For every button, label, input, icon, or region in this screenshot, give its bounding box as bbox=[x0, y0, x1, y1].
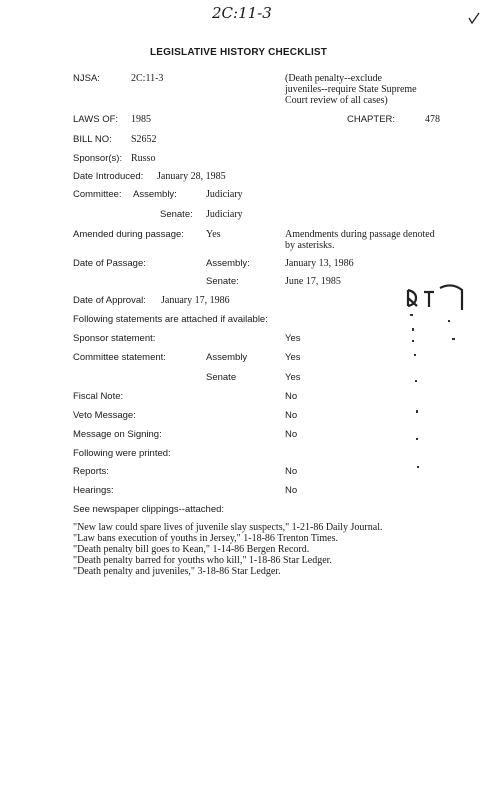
committee-statement-senate-label: Senate bbox=[206, 372, 237, 383]
bill-no-label: BILL NO: bbox=[73, 134, 112, 145]
njsa-description-line-1: (Death penalty--exclude bbox=[285, 73, 382, 84]
reports-value: No bbox=[285, 466, 298, 477]
clipping-item: "Death penalty barred for youths who kill," 1-18-86 Star Ledger. bbox=[73, 555, 332, 566]
clipping-item: "Law bans execution of youths in Jersey," 1-18-86 Trenton Times. bbox=[73, 533, 338, 544]
clipping-item: "Death penalty bill goes to Kean," 1-14-86 Bergen Record. bbox=[73, 544, 310, 555]
amended-note-line-1: Amendments during passage denoted bbox=[285, 229, 435, 240]
clipping-item: "Death penalty and juveniles," 3-18-86 Star Ledger. bbox=[73, 566, 281, 577]
amended-value: Yes bbox=[206, 229, 221, 240]
committee-statement-label: Committee statement: bbox=[73, 352, 166, 363]
following-printed-heading: Following were printed: bbox=[73, 448, 171, 459]
veto-message-label: Veto Message: bbox=[73, 410, 136, 421]
committee-statement-assembly-value: Yes bbox=[285, 352, 301, 363]
hearings-value: No bbox=[285, 485, 298, 496]
committee-label: Committee: bbox=[73, 189, 122, 200]
clippings-heading: See newspaper clippings--attached: bbox=[73, 504, 225, 515]
date-introduced-value: January 28, 1985 bbox=[157, 171, 226, 182]
following-attached-heading: Following statements are attached if available: bbox=[73, 314, 268, 325]
hearings-label: Hearings: bbox=[73, 485, 114, 496]
laws-of-label: LAWS OF: bbox=[73, 114, 119, 125]
message-on-signing-label: Message on Signing: bbox=[73, 429, 162, 440]
date-of-passage-label: Date of Passage: bbox=[73, 258, 146, 269]
veto-message-value: No bbox=[285, 410, 298, 421]
committee-assembly-label: Assembly: bbox=[133, 189, 177, 200]
amended-note-line-2: by asterisks. bbox=[285, 240, 335, 251]
fiscal-note-value: No bbox=[285, 391, 298, 402]
passage-senate-value: June 17, 1985 bbox=[285, 276, 341, 287]
handwritten-code: 2C:11-3 bbox=[212, 4, 272, 22]
committee-senate-value: Judiciary bbox=[206, 209, 243, 220]
date-of-approval-label: Date of Approval: bbox=[73, 295, 146, 306]
chapter-label: CHAPTER: bbox=[347, 114, 396, 125]
sponsor-value: Russo bbox=[131, 153, 156, 164]
sponsor-statement-label: Sponsor statement: bbox=[73, 333, 156, 344]
passage-assembly-value: January 13, 1986 bbox=[285, 258, 354, 269]
passage-senate-label: Senate: bbox=[206, 276, 239, 287]
committee-statement-senate-value: Yes bbox=[285, 372, 301, 383]
margin-stamp-marks bbox=[400, 280, 470, 480]
message-on-signing-value: No bbox=[285, 429, 298, 440]
njsa-description-line-2: juveniles--require State Supreme bbox=[285, 84, 417, 95]
committee-senate-label: Senate: bbox=[160, 209, 193, 220]
check-mark-icon bbox=[468, 12, 480, 26]
clipping-item: "New law could spare lives of juvenile slay suspects," 1-21-86 Daily Journal. bbox=[73, 522, 383, 533]
committee-assembly-value: Judiciary bbox=[206, 189, 243, 200]
njsa-value: 2C:11-3 bbox=[131, 73, 164, 84]
fiscal-note-label: Fiscal Note: bbox=[73, 391, 124, 402]
sponsor-label: Sponsor(s): bbox=[73, 153, 123, 164]
date-introduced-label: Date Introduced: bbox=[73, 171, 144, 182]
date-of-approval-value: January 17, 1986 bbox=[161, 295, 230, 306]
sponsor-statement-value: Yes bbox=[285, 333, 301, 344]
committee-statement-assembly-label: Assembly bbox=[206, 352, 248, 363]
njsa-label: NJSA: bbox=[73, 73, 100, 84]
amended-label: Amended during passage: bbox=[73, 229, 184, 240]
bill-no-value: S2652 bbox=[131, 134, 157, 145]
laws-of-value: 1985 bbox=[131, 114, 151, 125]
page-title: LEGISLATIVE HISTORY CHECKLIST bbox=[150, 47, 328, 58]
chapter-value: 478 bbox=[425, 114, 440, 125]
passage-assembly-label: Assembly: bbox=[206, 258, 250, 269]
njsa-description-line-3: Court review of all cases) bbox=[285, 95, 388, 106]
reports-label: Reports: bbox=[73, 466, 109, 477]
